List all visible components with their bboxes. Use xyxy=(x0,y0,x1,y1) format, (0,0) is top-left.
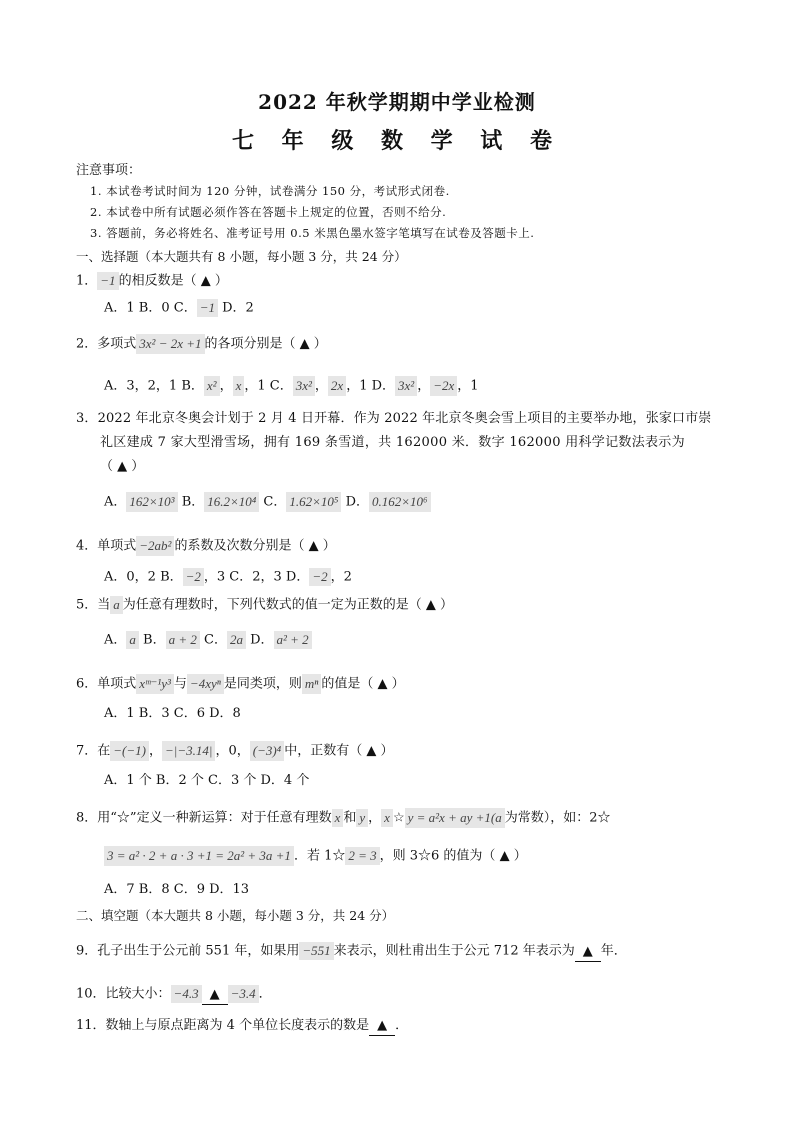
question-number: 7．在 xyxy=(76,743,111,759)
question-text: ，则 3☆6 的值为（ ▲ ） xyxy=(379,848,527,864)
option-text: A．0，2 B． xyxy=(104,569,183,585)
question-3-line-1: 3．2022 年北京冬奥会计划于 2 月 4 日开幕．作为 2022 年北京冬奥会雪上项目的主要举办地，张家口市崇 xyxy=(76,411,712,426)
answer-blank[interactable]: ▲ xyxy=(575,943,601,962)
note-item: 3. 答题前，务必将姓名、准考证号用 0.5 米黑色墨水签字笔填写在试卷及答题卡上. xyxy=(90,226,535,240)
option-text: ，3 C．2，3 D． xyxy=(203,569,310,585)
math-expression: −551 xyxy=(299,942,333,960)
question-text: 年． xyxy=(600,943,627,959)
math-expression: x xyxy=(332,809,344,827)
question-7 xyxy=(76,741,393,761)
question-number: 5．当 xyxy=(76,597,111,613)
notes-heading: 注意事项： xyxy=(76,163,142,178)
question-text: ，0， xyxy=(215,743,250,759)
option-text: A．3，2，1 B． xyxy=(104,378,204,394)
question-7-options: A．1 个 B．2 个 C．3 个 D．4 个 xyxy=(104,773,310,788)
question-1 xyxy=(76,272,228,291)
math-expression: −2 xyxy=(309,568,330,586)
note-item: 1. 本试卷考试时间为 120 分钟，试卷满分 150 分，考试形式闭卷. xyxy=(90,184,450,198)
math-expression: −(−1) xyxy=(110,741,149,761)
question-11 xyxy=(76,1017,408,1036)
question-text: 是同类项，则 xyxy=(223,676,302,692)
question-number: 8．用“☆”定义一种新运算：对于任意有理数 xyxy=(76,810,332,826)
option-label: D． xyxy=(341,494,369,510)
option-text: ，1 C． xyxy=(244,378,293,394)
math-expression: −2ab² xyxy=(136,536,174,556)
section-heading-fill-in: 二、填空题（本大题共 8 小题，每小题 3 分，共 24 分） xyxy=(76,908,395,923)
exam-subtitle: 七 年 级 数 学 试 卷 xyxy=(232,128,562,154)
math-expression: 2 = 3 xyxy=(345,847,379,865)
math-expression: 2x xyxy=(328,376,346,396)
math-expression: −1 xyxy=(197,299,218,317)
question-8-options: A．7 B．8 C．9 D．13 xyxy=(104,882,250,897)
question-number: 1． xyxy=(76,273,98,289)
math-expression: −4xyⁿ xyxy=(187,674,224,694)
question-text: 11．数轴上与原点距离为 4 个单位长度表示的数是 xyxy=(76,1018,370,1033)
star-symbol: ☆ xyxy=(392,810,405,826)
question-text: 中，正数有（ ▲ ） xyxy=(284,743,394,759)
math-expression: 162×10³ xyxy=(126,492,177,512)
option-label: B． xyxy=(138,632,166,648)
math-expression: a + 2 xyxy=(166,631,200,649)
question-number: 4．单项式 xyxy=(76,538,137,554)
math-expression: y xyxy=(356,809,368,827)
section-heading-choice: 一、选择题（本大题共有 8 小题，每小题 3 分，共 24 分） xyxy=(76,249,407,264)
math-expression: 16.2×10⁴ xyxy=(204,492,259,512)
note-item: 2. 本试卷中所有试题必须作答在答题卡上规定的位置，否则不给分. xyxy=(90,205,447,219)
math-expression: (−3)⁴ xyxy=(250,741,284,761)
math-expression: xᵐ⁻¹y³ xyxy=(136,674,174,694)
question-1-options xyxy=(104,299,254,318)
math-expression: 3x² xyxy=(293,376,315,396)
option-label: C． xyxy=(259,494,287,510)
question-9 xyxy=(76,942,627,962)
question-10 xyxy=(76,985,272,1005)
question-text: 的相反数是（ ▲ ） xyxy=(118,273,228,289)
option-text: A．1 B．0 C． xyxy=(104,300,197,316)
answer-blank[interactable]: ▲ xyxy=(369,1017,395,1036)
math-expression: x xyxy=(381,809,393,827)
math-expression: 3 = a² · 2 + a · 3 +1 = 2a² + 3a +1 xyxy=(104,846,294,866)
math-expression: −2 xyxy=(183,568,204,586)
question-text: 与 xyxy=(173,676,187,692)
option-label: A． xyxy=(104,632,127,648)
question-text: ． xyxy=(395,1018,409,1033)
math-expression: a xyxy=(126,631,139,649)
math-expression: 0.162×10⁶ xyxy=(369,492,431,512)
option-text: ，1 xyxy=(457,378,479,394)
question-text: ． xyxy=(258,986,272,1002)
question-text: ．若 1☆ xyxy=(293,848,346,864)
math-expression: −|−3.14| xyxy=(162,741,215,761)
question-number: 2．多项式 xyxy=(76,336,137,352)
option-label: B． xyxy=(177,494,205,510)
question-3-line-3: （ ▲ ） xyxy=(100,459,145,474)
question-3-options xyxy=(104,492,431,512)
option-label: A． xyxy=(104,494,127,510)
math-expression: x xyxy=(233,376,245,396)
question-4 xyxy=(76,536,336,556)
separator: ， xyxy=(368,810,382,826)
math-expression: y = a²x + ay +1(a xyxy=(405,808,505,828)
answer-blank[interactable]: ▲ xyxy=(202,986,228,1005)
question-2-options: A．3，2，1 B． x² ， x ，1 C． 3x² ， 2x ，1 D． 3x² ， −2x ，1 xyxy=(104,376,479,396)
separator: ， xyxy=(148,743,162,759)
question-text: 10．比较大小： xyxy=(76,986,171,1002)
option-label: C． xyxy=(199,632,227,648)
question-6 xyxy=(76,674,405,694)
math-expression: a² + 2 xyxy=(274,631,312,649)
option-text: ，2 xyxy=(330,569,352,585)
math-expression: 2a xyxy=(227,631,246,649)
math-expression: 3x² − 2x +1 xyxy=(136,334,204,354)
question-text: 9．孔子出生于公元前 551 年，如果用 xyxy=(76,943,300,959)
math-expression: 1.62×10⁵ xyxy=(286,492,341,512)
option-label: D． xyxy=(245,632,274,648)
math-expression: −2x xyxy=(430,376,457,396)
question-text: 的各项分别是（ ▲ ） xyxy=(204,336,327,352)
question-8-line-2 xyxy=(104,846,527,866)
math-expression: x² xyxy=(204,376,220,396)
option-text: ，1 D． xyxy=(346,378,396,394)
question-2 xyxy=(76,334,327,354)
math-expression: −1 xyxy=(97,272,118,290)
math-expression: mⁿ xyxy=(302,674,321,694)
math-expression: −4.3 xyxy=(171,985,202,1003)
question-number: 6．单项式 xyxy=(76,676,137,692)
question-6-options: A．1 B．3 C．6 D．8 xyxy=(104,706,241,721)
question-8-line-1 xyxy=(76,808,611,828)
exam-title: 2022 年秋学期期中学业检测 xyxy=(258,90,536,114)
question-5-options xyxy=(104,631,312,650)
question-text: 为常数），如：2☆ xyxy=(504,810,611,826)
option-text: D．2 xyxy=(217,300,254,316)
question-5 xyxy=(76,596,453,615)
question-text: 的系数及次数分别是（ ▲ ） xyxy=(174,538,336,554)
question-text: 为任意有理数时，下列代数式的值一定为正数的是（ ▲ ） xyxy=(122,597,454,613)
question-3-line-2: 礼区建成 7 家大型滑雪场，拥有 169 条雪道，共 162000 米．数字 162000 用科学记数法表示为 xyxy=(100,435,685,450)
question-text: 来表示，则杜甫出生于公元 712 年表示为 xyxy=(333,943,575,959)
question-text: 和 xyxy=(343,810,357,826)
math-expression: a xyxy=(110,596,123,614)
question-4-options xyxy=(104,568,352,587)
math-expression: 3x² xyxy=(395,376,417,396)
question-text: 的值是（ ▲ ） xyxy=(321,676,405,692)
math-expression: −3.4 xyxy=(228,985,259,1003)
